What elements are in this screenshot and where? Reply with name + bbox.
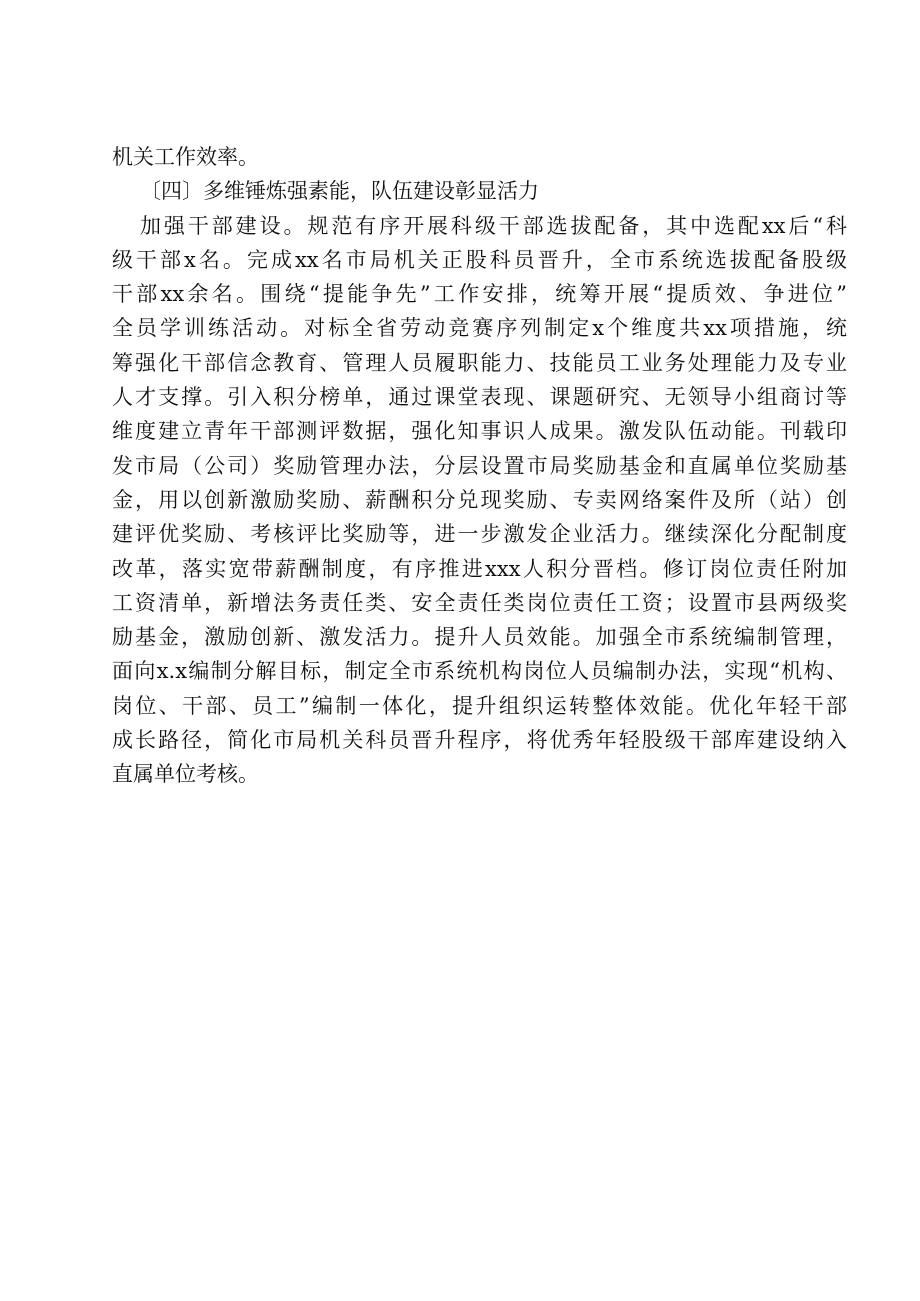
paragraph-line: 成长路径，简化市局机关科员晋升程序，将优秀年轻股级干部库建设纳入	[112, 728, 847, 753]
paragraph-line: 干部xx余名。围绕“提能争先”工作安排，统筹开展“提质效、争进位”	[112, 282, 847, 307]
paragraph-line: 维度建立青年干部测评数据，强化知事识人成果。激发队伍动能。刊载印	[112, 419, 847, 444]
paragraph-line: 人才支撑。引入积分榜单，通过课堂表现、课题研究、无领导小组商讨等	[112, 385, 847, 410]
paragraph-line: 改革，落实宽带薪酬制度，有序推进xxx人积分晋档。修订岗位责任附加	[112, 556, 847, 581]
paragraph-line: 工资清单，新增法务责任类、安全责任类岗位责任工资；设置市县两级奖	[112, 590, 847, 615]
document-body	[112, 140, 847, 792]
paragraph-line: 级干部x名。完成xx名市局机关正股科员晋升，全市系统选拔配备股级	[112, 247, 847, 272]
paragraph-line: 建评优奖励、考核评比奖励等，进一步激发企业活力。继续深化分配制度	[112, 522, 847, 547]
body-line-continuation: 机关工作效率。	[112, 145, 259, 169]
paragraph-line: 筹强化干部信念教育、管理人员履职能力、技能员工业务处理能力及专业	[112, 350, 847, 375]
paragraph-last-line: 直属单位考核。	[112, 762, 259, 787]
paragraph-line: 发市局（公司）奖励管理办法，分层设置市局奖励基金和直属单位奖励基	[112, 453, 847, 478]
paragraph-line: 金，用以创新激励奖励、薪酬积分兑现奖励、专卖网络案件及所（站）创	[112, 487, 847, 512]
paragraph-line: 励基金，激励创新、激发活力。提升人员效能。加强全市系统编制管理，	[112, 625, 847, 650]
paragraph-line: 面向x.x编制分解目标，制定全市系统机构岗位人员编制办法，实现“机构、	[112, 659, 847, 684]
paragraph-line: 加强干部建设。规范有序开展科级干部选拔配备，其中选配xx后“科	[140, 213, 847, 238]
section-heading: 〔四〕多维锤炼强素能，队伍建设彰显活力	[140, 179, 539, 204]
paragraph-line: 岗位、干部、员工”编制一体化，提升组织运转整体效能。优化年轻干部	[112, 693, 847, 718]
paragraph-line: 全员学训练活动。对标全省劳动竞赛序列制定x个维度共xx项措施，统	[112, 316, 847, 341]
